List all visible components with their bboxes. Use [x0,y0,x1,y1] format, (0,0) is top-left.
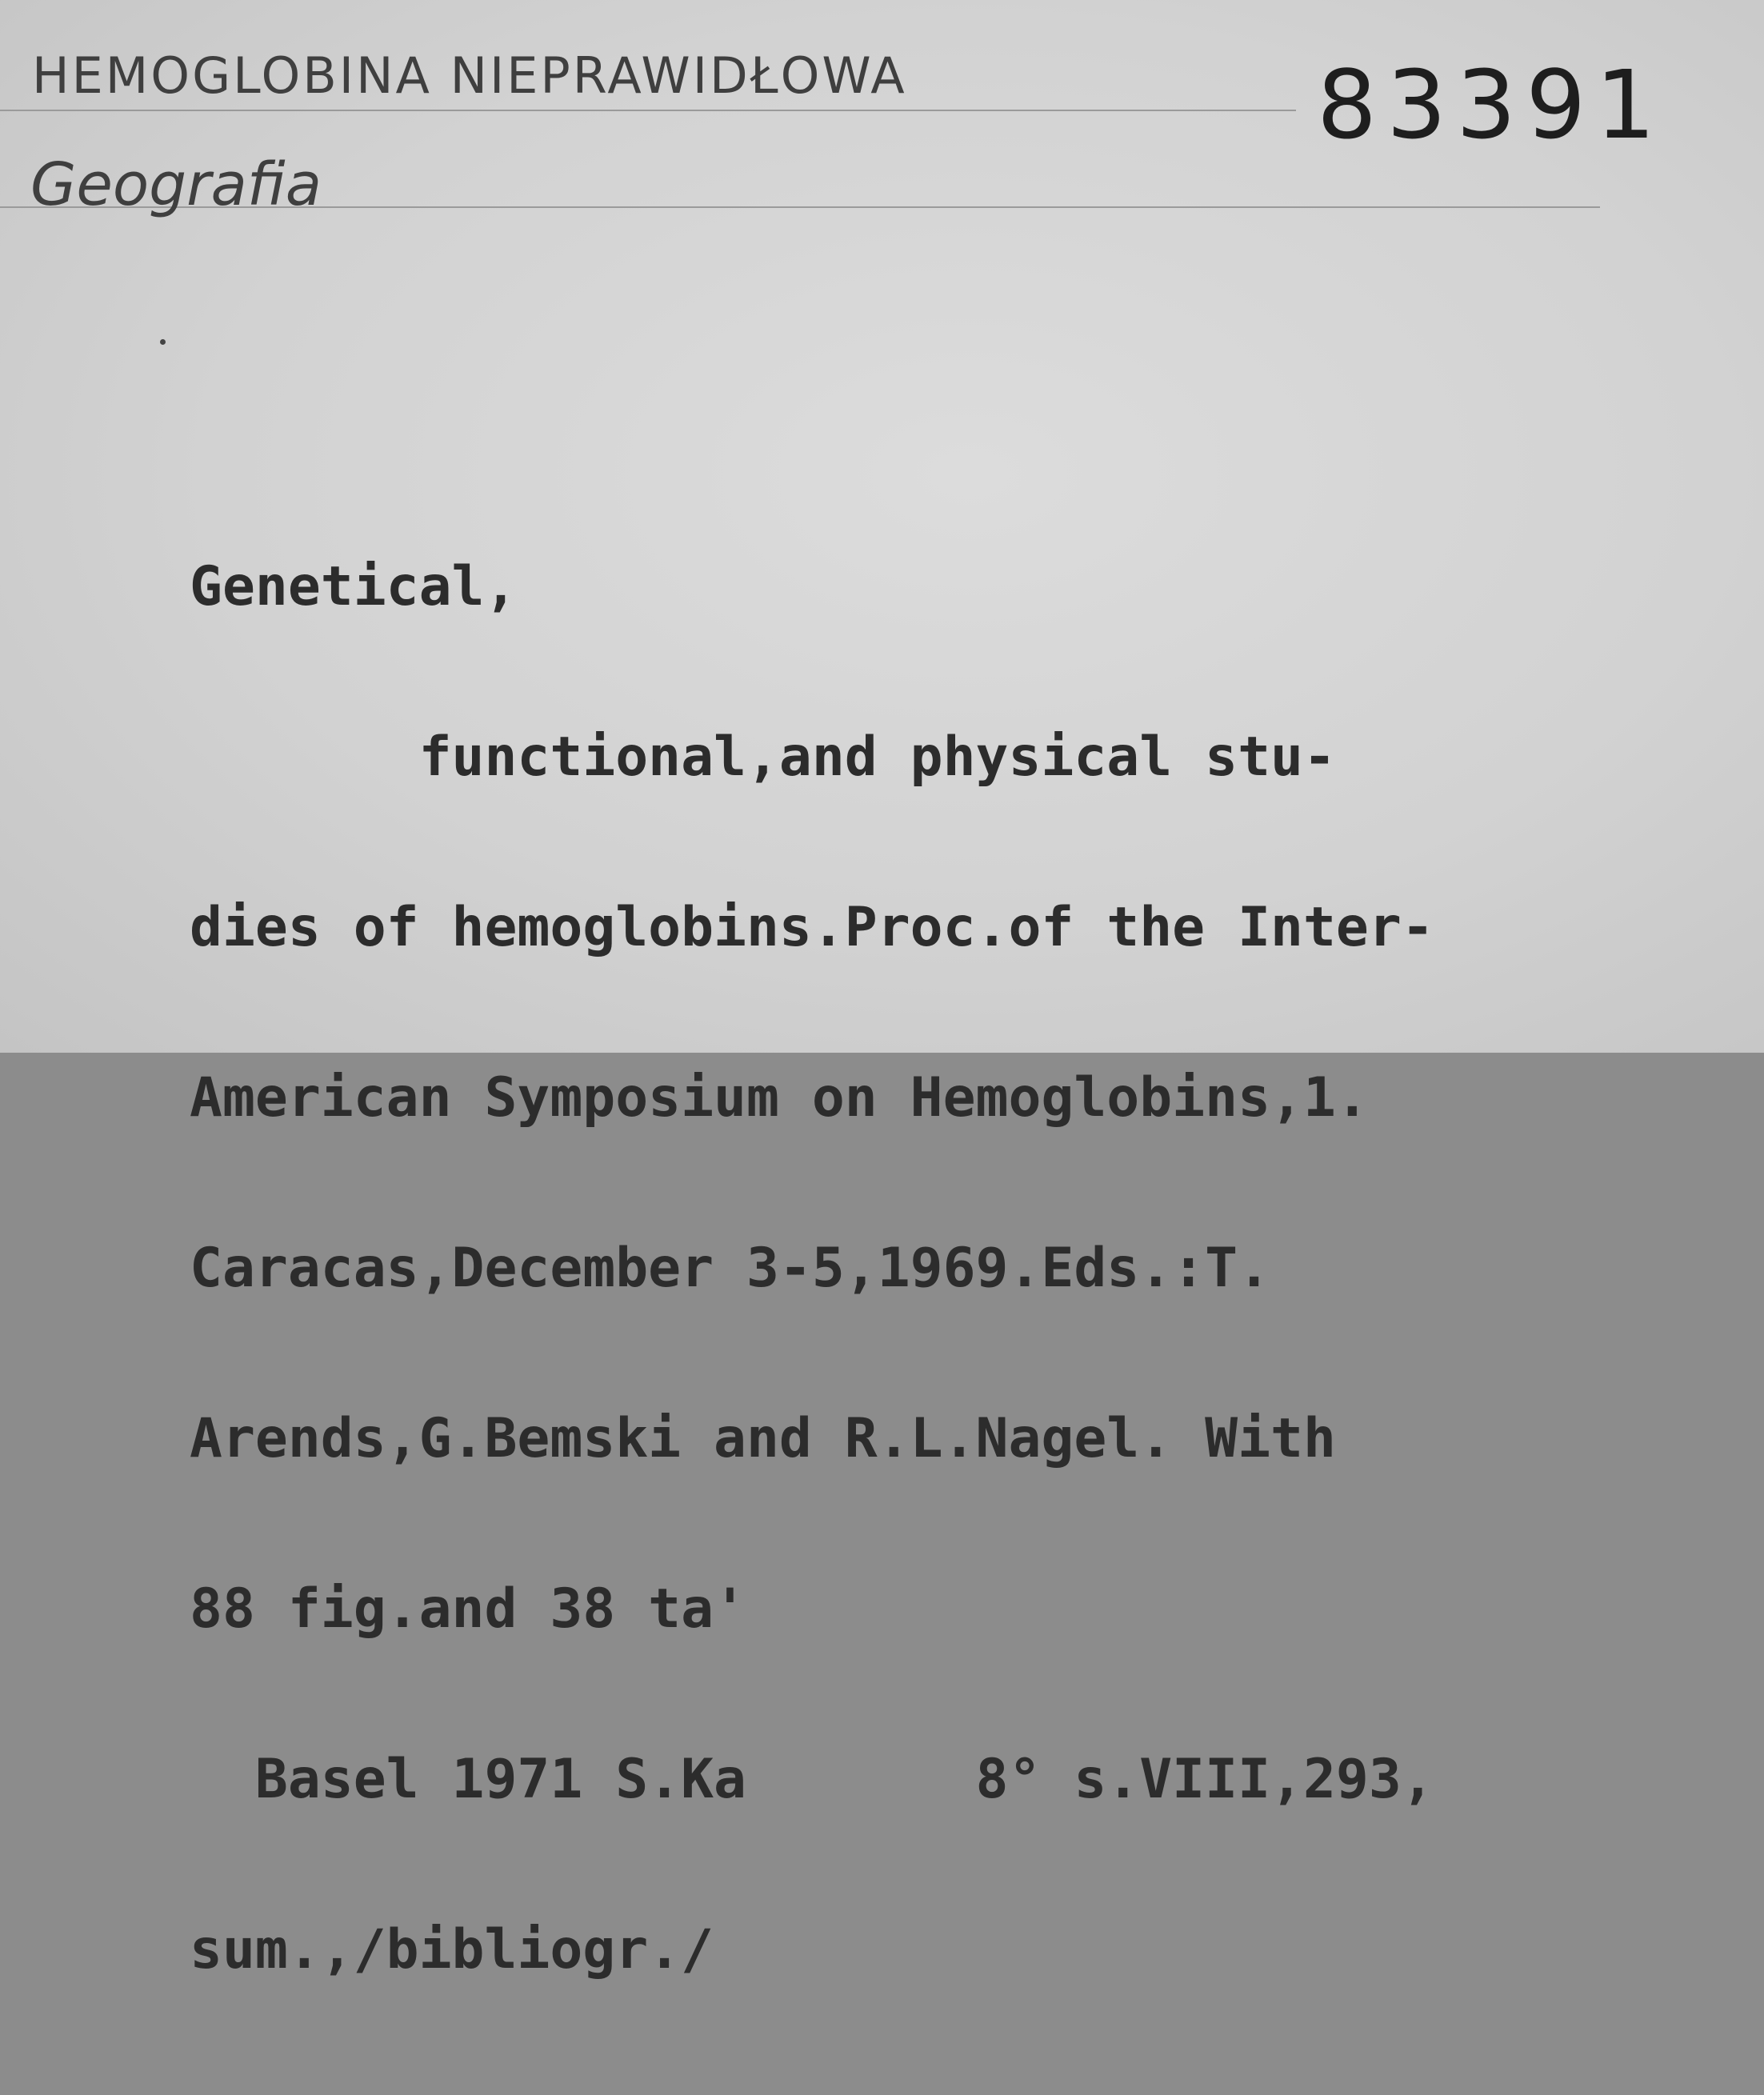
entry-line: Basel 1971 S.Ka 8° s.VIII,293, [190,1748,1434,1811]
entry-line: Genetical, [190,555,518,618]
ink-dot [160,339,166,345]
subject-subheading: Geografia [30,150,322,219]
bibliographic-entry [190,445,1434,2092]
entry-line: dies of hemoglobins.Proc.of the Inter- [190,896,1434,959]
entry-line: functional,and physical stu- [190,726,1336,789]
entry-line: American Symposium on Hemoglobins,1. [190,1066,1369,1129]
top-rule [0,110,1296,111]
entry-line: Arends,G.Bemski and R.L.Nagel. With [190,1407,1336,1470]
catalog-number: 83391 [1317,50,1666,160]
entry-line: sum.,/bibliogr./ [190,1918,714,1981]
entry-line: Caracas,December 3-5,1969.Eds.:T. [190,1237,1271,1300]
entry-line: 88 fig.and 38 ta' [190,1577,746,1641]
subject-heading: HEMOGLOBINA NIEPRAWIDŁOWA [32,46,907,105]
